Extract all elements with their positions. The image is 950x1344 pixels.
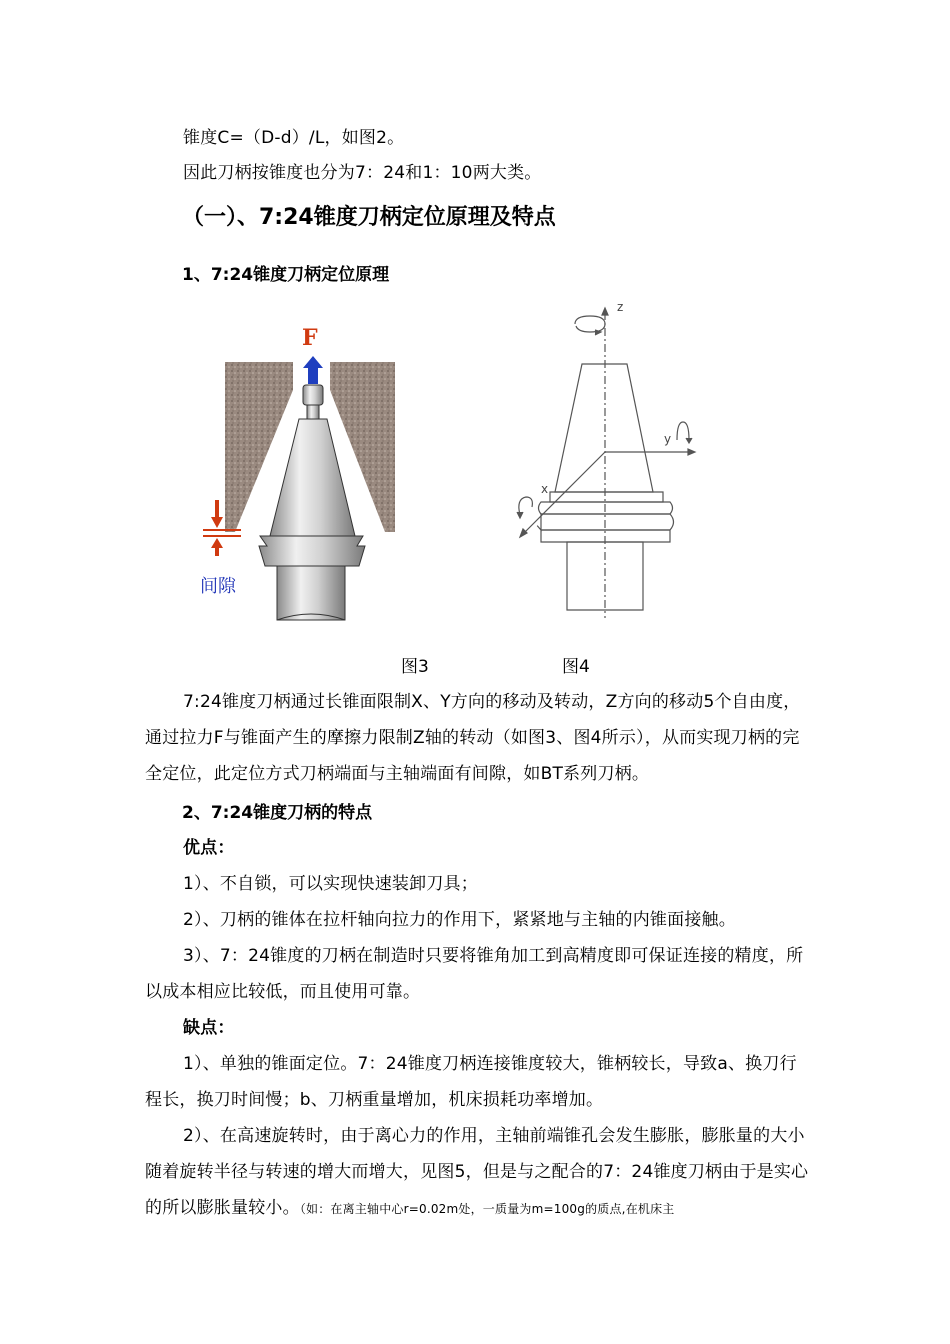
figure-3-caption: 图3 [401, 657, 429, 677]
paragraph-principle: 7:24锥度刀柄通过长锥面限制X、Y方向的移动及转动，Z方向的移动5个自由度，通过拉力F与锥面产生的摩擦力限制Z轴的转动（如图3、图4所示），从而实现刀柄的完全定位，此定位方式刀柄端面与主轴端面有间隙，如BT系列刀柄。 [145, 692, 801, 784]
cons-item-2-note: （如：在离主轴中心r=0.02m处，一质量为m=100g的质点,在机床主 [299, 1202, 675, 1216]
axis-y-label: y [664, 432, 672, 446]
intro-line-2: 因此刀柄按锥度也分为7：24和1：10两大类。 [183, 163, 542, 183]
subsection-1-title: 1、7:24锥度刀柄定位原理 [182, 265, 390, 285]
cons-item-1: 1）、单独的锥面定位。7：24锥度刀柄连接锥度较大，锥柄较长，导致a、换刀行程长，换刀时间慢；b、刀柄重量增加，机床损耗功率增加。 [145, 1054, 797, 1110]
axis-x-label: x [541, 482, 549, 496]
flange [259, 536, 365, 566]
figure-4-axis-diagram [505, 300, 725, 620]
pros-item-3: 3）、7：24锥度的刀柄在制造时只要将锥角加工到高精度即可保证连接的精度，所以成本相应比较低，而且使用可靠。 [145, 946, 804, 1002]
cons-item-2-text: 2）、在高速旋转时，由于离心力的作用，主轴前端锥孔会发生膨胀，膨胀量的大小随着旋转半径与转速的增大而增大，见图5，但是与之配合的7：24锥度刀柄由于是实心的所以膨胀量较小。 [145, 1126, 809, 1218]
figure-4-caption: 图4 [562, 657, 590, 677]
section-title: （一）、7:24锥度刀柄定位原理及特点 [182, 205, 556, 230]
axis-z-label: z [617, 300, 624, 314]
pros-title: 优点： [183, 838, 235, 858]
pros-item-1: 1）、不自锁，可以实现快速装卸刀具； [183, 874, 478, 894]
pros-item-2: 2）、刀柄的锥体在拉杆轴向拉力的作用下，紧紧地与主轴的内锥面接触。 [183, 910, 736, 930]
taper-cone [270, 419, 355, 536]
gap-label: 间隙 [200, 576, 236, 597]
shank [277, 566, 345, 620]
intro-line-1: 锥度C=（D-d）/L，如图2。 [183, 128, 405, 148]
subsection-2-title: 2、7:24锥度刀柄的特点 [182, 803, 373, 823]
force-label: F [302, 325, 318, 351]
cons-item-2 [145, 1118, 810, 1227]
cons-title: 缺点： [183, 1018, 235, 1038]
